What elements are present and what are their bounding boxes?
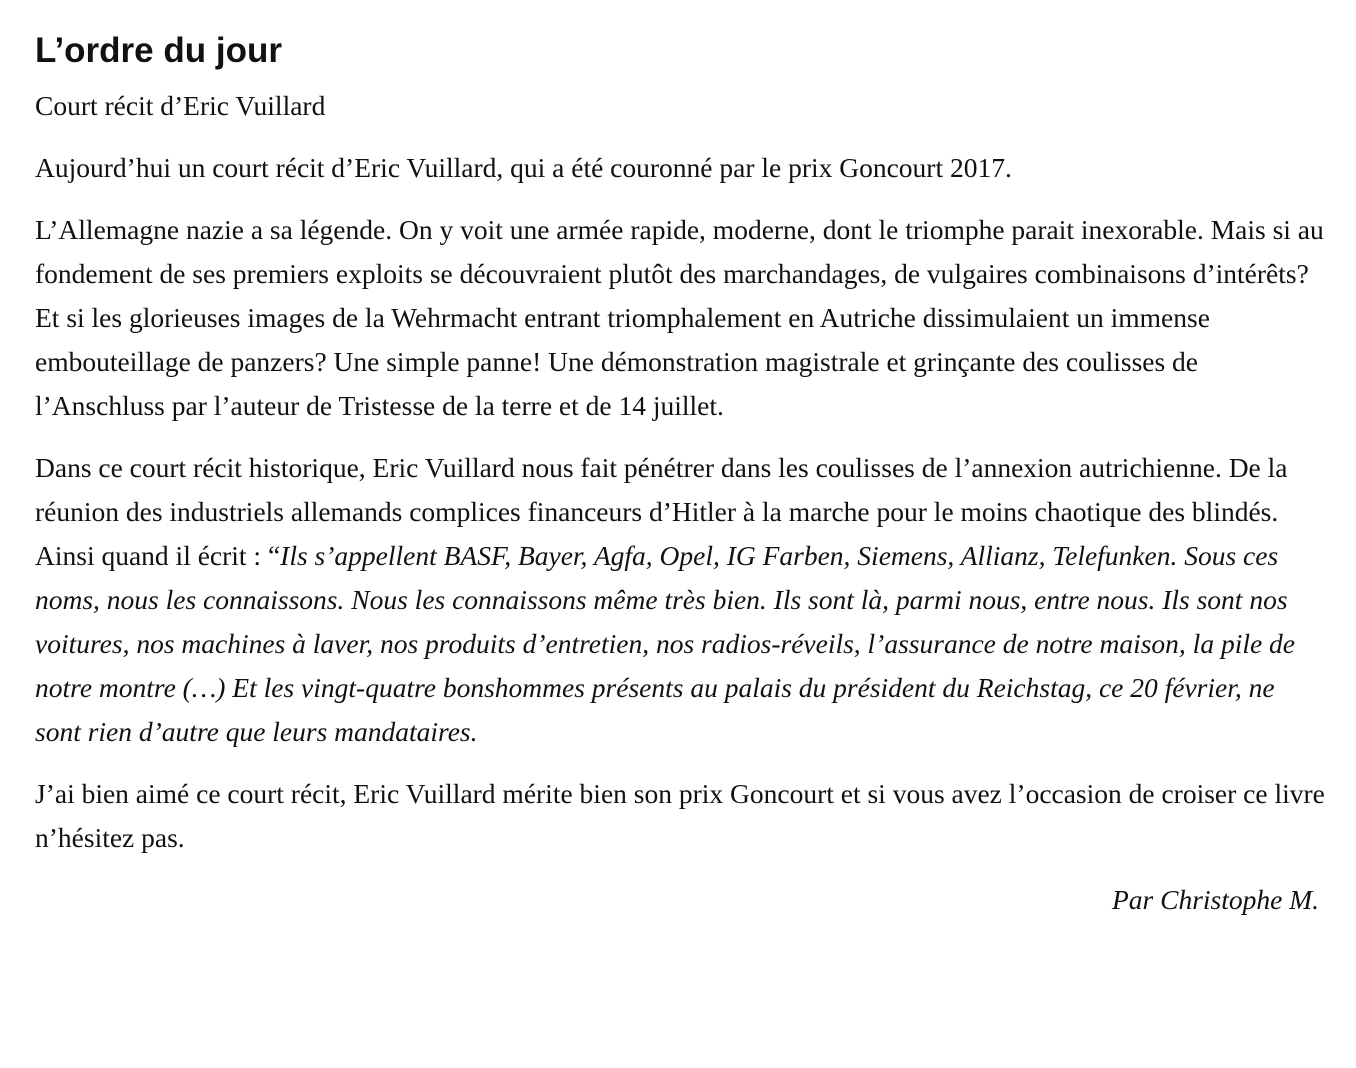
article-subtitle: Court récit d’Eric Vuillard <box>35 90 326 121</box>
author-signature: Par Christophe M. <box>1111 884 1319 915</box>
conclusion-paragraph: J’ai bien aimé ce court récit, Eric Vuillard mérite bien son prix Goncourt et si vous avez l’occasion de croiser ce livre n’hésitez pas. <box>35 778 1325 853</box>
article-title: L’ordre du jour <box>35 31 282 70</box>
summary-paragraph: L’Allemagne nazie a sa légende. On y voit une armée rapide, moderne, dont le triomphe parait inexorable. Mais si au fondement de ses premiers exploits se découvraient plutôt des marchandages, de vulgaires combinaisons d’intérêts? Et si les glorieuses images de la Wehrmacht entrant triomphalement en Autriche dissimulaient un immense embouteillage de panzers? Une simple panne! Une démonstration magistrale et grinçante des coulisses de l’Anschluss par l’auteur de Tristesse de la terre et de 14 juillet. <box>35 214 1324 421</box>
analysis-lead-text: Dans ce court récit historique, Eric Vuillard nous fait pénétrer dans les coulisses de l’annexion autrichienne. De la réunion des industriels allemands complices financeurs d’Hitler à la marche pour le moins chaotique des blindés. Ainsi quand il écrit : “ <box>35 452 1288 571</box>
intro-paragraph: Aujourd’hui un court récit d’Eric Vuillard, qui a été couronné par le prix Goncourt 2017. <box>35 152 1012 183</box>
analysis-paragraph <box>35 446 1325 754</box>
article <box>35 28 1325 922</box>
analysis-quote-text: Ils s’appellent BASF, Bayer, Agfa, Opel, IG Farben, Siemens, Allianz, Telefunken. Sous ces noms, nous les connaissons. Nous les connaissons même très bien. Ils sont là, parmi nous, entre nous. Ils sont nos voitures, nos machines à laver, nos produits d’entretien, nos radios-réveils, l’assurance de notre maison, la pile de notre montre (…) Et les vingt-quatre bonshommes présents au palais du président du Reichstag, ce 20 février, ne sont rien d’autre que leurs mandataires. <box>35 540 1296 747</box>
